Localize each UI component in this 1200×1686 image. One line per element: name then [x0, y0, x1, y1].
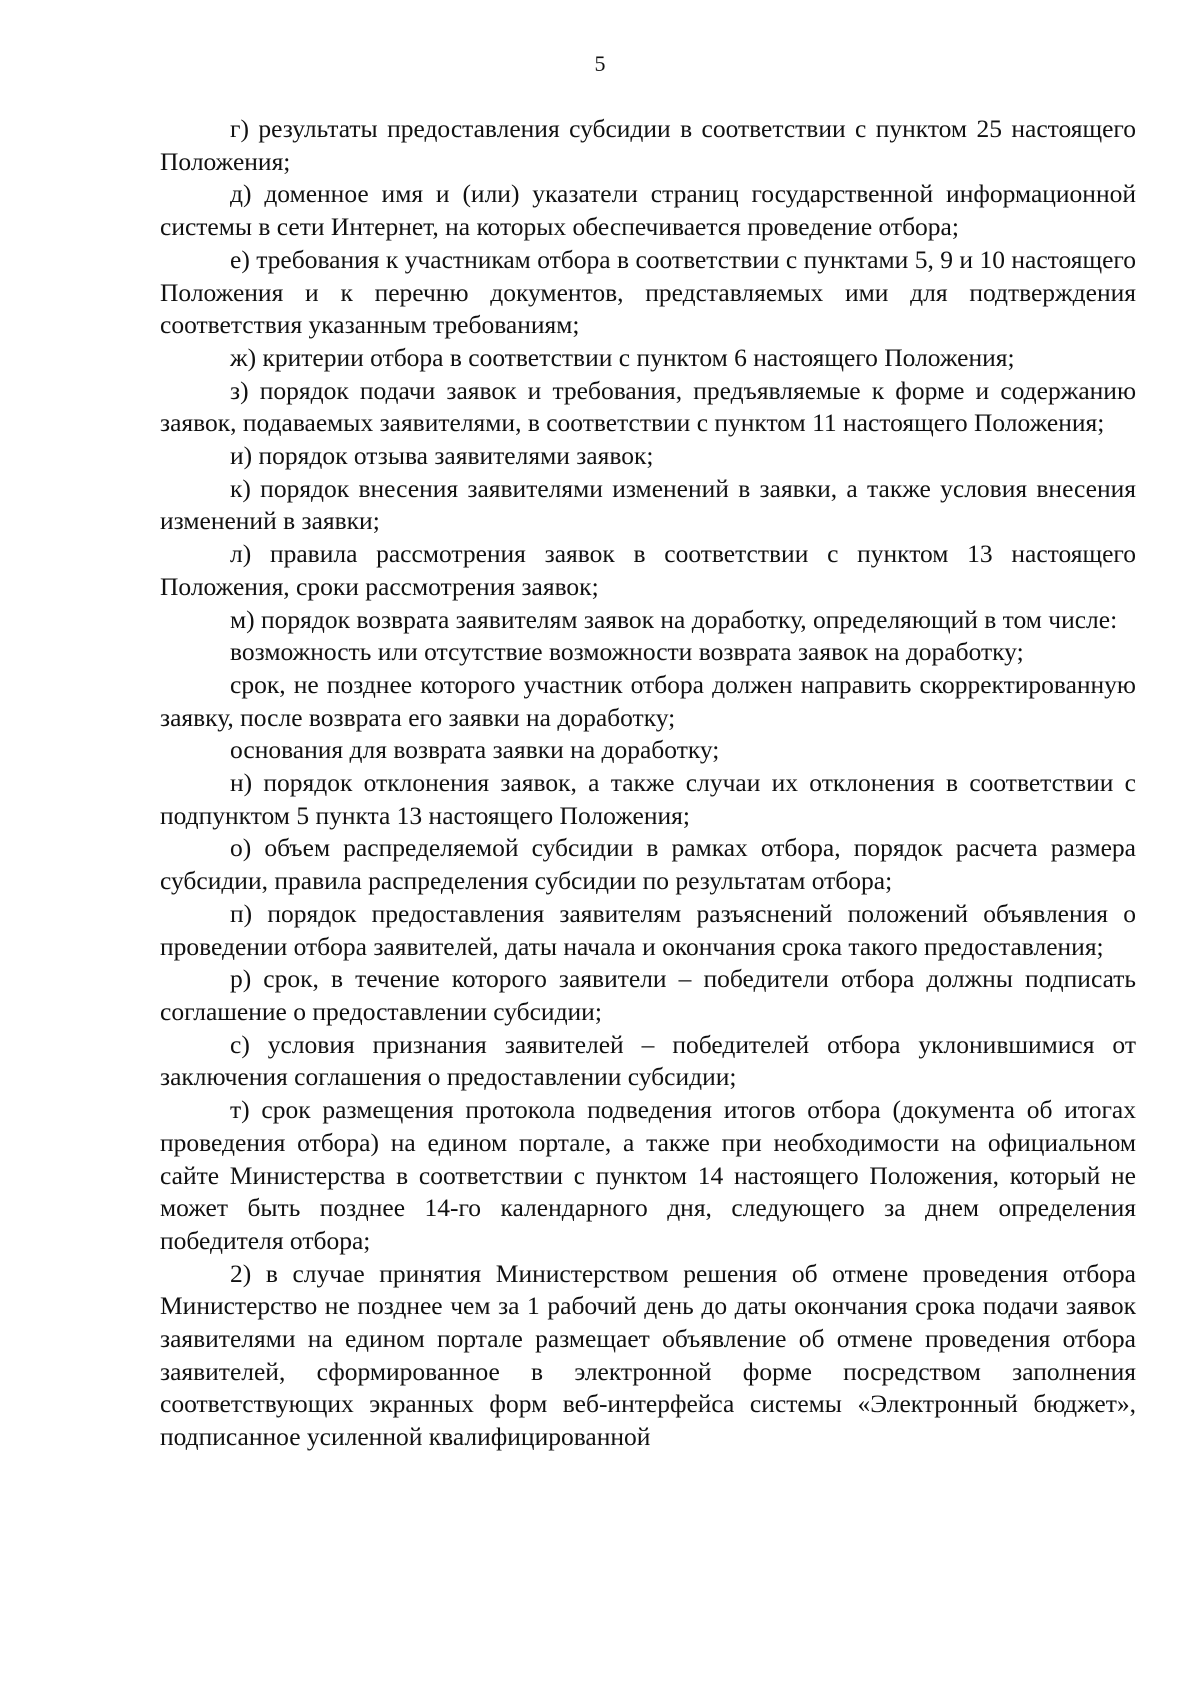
document-body: [160, 113, 1136, 1454]
item-p: п) порядок предоставления заявителям разъяснений положений объявления о проведении отбора заявителей, даты начала и окончания срока такого предоставления;: [160, 898, 1136, 961]
item-m-sub-1: возможность или отсутствие возможности возврата заявок на доработку;: [230, 637, 1024, 667]
item-l: л) правила рассмотрения заявок в соответствии с пунктом 13 настоящего Положения, сроки рассмотрения заявок;: [160, 539, 1136, 601]
item-m-sub-3: основания для возврата заявки на доработку;: [230, 735, 720, 765]
item-n: н) порядок отклонения заявок, а также случаи их отклонения в соответствии с подпунктом 5 пункта 13 настоящего Положения;: [160, 768, 1136, 830]
point-2: 2) в случае принятия Министерством решения об отмене проведения отбора Министерство не позднее чем за 1 рабочий день до даты окончания срока подачи заявок заявителями на едином портале размещает объявление об отмене проведения отбора заявителей, сформированное в электронной форме посредством заполнения соответствующих экранных форм веб-интерфейса системы «Электронный бюджет», подписанное усиленной квалифицированной: [160, 1258, 1136, 1452]
item-d: д) доменное имя и (или) указатели страниц государственной информационной системы в сети Интернет, на которых обеспечивается проведение отбора;: [160, 179, 1136, 242]
item-o: о) объем распределяемой субсидии в рамках отбора, порядок расчета размера субсидии, правила распределения субсидии по результатам отбора;: [160, 833, 1136, 896]
item-i: и) порядок отзыва заявителями заявок;: [230, 441, 654, 471]
page-number: 5: [594, 51, 606, 76]
item-m: м) порядок возврата заявителям заявок на доработку, определяющий в том числе:: [230, 604, 1118, 634]
item-e: е) требования к участникам отбора в соответствии с пунктами 5, 9 и 10 настоящего Положения и к перечню документов, представляемых ими для подтверждения соответствия указанным требованиям;: [160, 244, 1136, 340]
item-r: р) срок, в течение которого заявители – победители отбора должны подписать соглашение о предоставлении субсидии;: [160, 964, 1136, 1026]
item-s: с) условия признания заявителей – победителей отбора уклонившимися от заключения соглашения о предоставлении субсидии;: [160, 1029, 1136, 1092]
item-g: г) результаты предоставления субсидии в соответствии с пунктом 25 настоящего Положения;: [160, 114, 1136, 176]
item-zh: ж) критерии отбора в соответствии с пунктом 6 настоящего Положения;: [230, 342, 1015, 372]
item-k: к) порядок внесения заявителями изменений в заявки, а также условия внесения изменений в заявки;: [160, 473, 1136, 536]
item-t: т) срок размещения протокола подведения итогов отбора (документа об итогах проведения отбора) на едином портале, а также при необходимости на официальном сайте Министерства в соответствии с пунктом 14 настоящего Положения, который не может быть позднее 14-го календарного дня, следующего за днем определения победителя отбора;: [160, 1095, 1136, 1255]
item-z: з) порядок подачи заявок и требования, предъявляемые к форме и содержанию заявок, подаваемых заявителями, в соответствии с пунктом 11 настоящего Положения;: [160, 375, 1136, 438]
item-m-sub-2: срок, не позднее которого участник отбора должен направить скорректированную заявку, после возврата его заявки на доработку;: [160, 669, 1136, 732]
